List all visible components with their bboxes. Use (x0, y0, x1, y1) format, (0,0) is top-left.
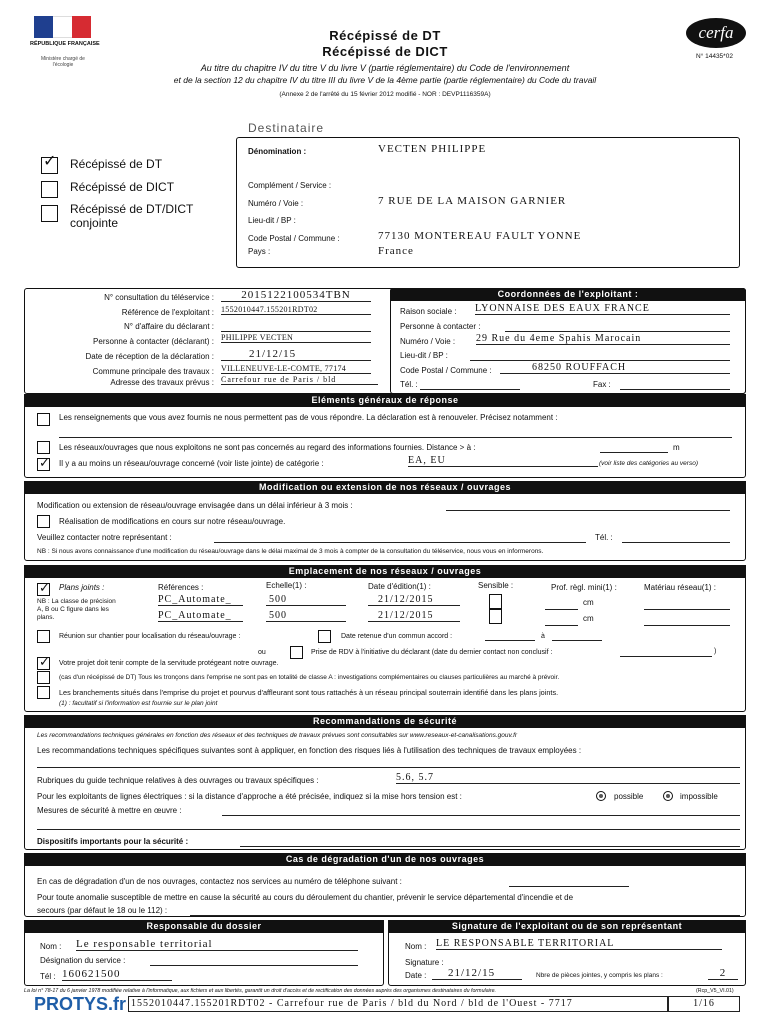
contact-declarant-value[interactable]: PHILIPPE VECTEN (221, 333, 371, 343)
checkbox-recepisse-conjointe[interactable] (41, 205, 58, 222)
checkbox-date-retenue[interactable] (318, 630, 331, 643)
loi-footer: La loi n° 78-17 du 6 janvier 1978 modifiée relative à l'informatique, aux fichiers et aux libertés, garantit un droit d'accès et de rectification des données auprès des organismes destinataires du formulaire. (24, 988, 497, 994)
resp-service-label: Désignation du service : (40, 956, 126, 965)
checkbox-servitude[interactable]: ✓ (39, 654, 50, 669)
servitude-label: Votre projet doit tenir compte de la servitude protégeant notre ouvrage. (59, 660, 279, 667)
dest-voie-label: Numéro / Voie : (248, 199, 304, 208)
page-number: 1/16 (668, 996, 740, 1012)
contact-declarant-label: Personne à contacter (déclarant) : (93, 337, 214, 346)
degradation-title: Cas de dégradation d'un de nos ouvrages (24, 853, 746, 866)
securite-l2-line[interactable] (37, 762, 740, 768)
responsable-title: Responsable du dossier (24, 920, 384, 933)
sig-nom-label: Nom : (405, 942, 427, 951)
affaire-value[interactable] (221, 322, 371, 332)
reunion-label: Réunion sur chantier pour localisation du réseau/ouvrage : (59, 633, 241, 640)
rcp-footer: (Rcp_V5_VI.01) (696, 988, 734, 994)
securite-l1: Les recommandations techniques générales en fonction des réseaux et des techniques de travaux prévues sont consultables sur www.reseaux-et-canalisations.gouv.fr (37, 732, 518, 739)
consultation-no-label: N° consultation du téléservice : (104, 293, 214, 302)
exp-fax-value[interactable] (620, 380, 730, 390)
resp-nom-value[interactable]: Le responsable territorial (76, 938, 358, 951)
plan-date-1[interactable]: 21/12/2015 (368, 594, 460, 606)
sig-nom-value[interactable]: LE RESPONSABLE TERRITORIAL (436, 938, 722, 950)
radio-possible[interactable] (596, 791, 606, 801)
raison-value[interactable]: LYONNAISE DES EAUX FRANCE (475, 303, 730, 315)
checkbox-sensible-1[interactable] (489, 594, 502, 609)
heure-value[interactable] (552, 633, 602, 641)
subtitle-1: Au titre du chapitre IV du titre V du livre V (partie réglementaire) du Code de l'environnement (200, 63, 570, 73)
plan-date-2[interactable]: 21/12/2015 (368, 610, 460, 622)
dest-cp-value[interactable]: 77130 MONTEREAU FAULT YONNE (378, 230, 582, 242)
mesures-value[interactable] (222, 806, 740, 816)
securite-title: Recommandations de sécurité (24, 715, 746, 728)
affaire-label: N° d'affaire du déclarant : (124, 322, 214, 331)
prise-rdv-close: ) (714, 648, 717, 655)
elements-l3: Il y a au moins un réseau/ouvrage concerné (voir liste jointe) de catégorie : (59, 459, 324, 468)
annexe-note: (Annexe 2 de l'arrêté du 15 février 2012 modifié - NOR : DEVP1116359A) (279, 91, 491, 98)
checkbox-renseignements[interactable] (37, 413, 50, 426)
representant-value[interactable] (214, 533, 586, 543)
exploitant-title: Coordonnées de l'exploitant : (390, 288, 746, 301)
refs-header: Références : (158, 583, 204, 592)
plan-echelle-2[interactable]: 500 (266, 610, 346, 622)
checkbox-reunion[interactable] (37, 630, 50, 643)
echelle-header: Echelle(1) : (266, 581, 307, 590)
a-label: à (541, 633, 545, 640)
ministere-label: Ministère chargé de l'écologie (41, 56, 85, 68)
checkbox-concerne[interactable]: ✓ (39, 455, 50, 470)
modification-title: Modification ou extension de nos réseaux / ouvrages (24, 481, 746, 494)
title-dict: Récépissé de DICT (322, 44, 448, 59)
sig-pieces-label: Nbre de pièces jointes, y compris les plans : (536, 972, 663, 979)
modification-tel-value[interactable] (622, 533, 730, 543)
protys-logo (34, 994, 126, 1015)
plans-label: Plans joints : (59, 583, 105, 592)
checkbox-non-concernes[interactable] (37, 441, 50, 454)
mesures-line-2[interactable] (37, 822, 740, 830)
option-dict-label: Récépissé de DICT (70, 180, 175, 194)
complement-label: Complément / Service : (248, 181, 332, 190)
checkbox-sensible-2[interactable] (489, 609, 502, 624)
elements-l1: Les renseignements que vous avez fournis ne nous permettent pas de vous répondre. La déclaration est à renouveler. Précisez notamment : (59, 413, 558, 422)
dispositifs-label: Dispositifs importants pour la sécurité : (37, 837, 189, 846)
radio-impossible[interactable] (663, 791, 673, 801)
impossible-label: impossible (680, 792, 718, 801)
signature-title: Signature de l'exploitant ou de son représentant (388, 920, 746, 933)
title-dt: Récépissé de DT (329, 28, 441, 43)
plan-echelle-1[interactable]: 500 (266, 594, 346, 606)
exp-tel-value[interactable] (420, 380, 520, 390)
modification-l3: Veuillez contacter notre représentant : (37, 533, 172, 542)
elements-l2: Les réseaux/ouvrages que nous exploitons ne sont pas concernés au regard des informations fournies. Distance > à : (59, 443, 476, 452)
mesures-label: Mesures de sécurité à mettre en œuvre : (37, 806, 182, 815)
prof-2[interactable] (545, 620, 578, 626)
option-conjointe-label-2: conjointe (70, 216, 119, 230)
commune-value[interactable]: VILLENEUVE-LE-COMTE, 77174 (221, 364, 371, 374)
distance-unit: m (673, 443, 680, 452)
securite-l2: Les recommandations techniques spécifiques suivantes sont à appliquer, en fonction des risques liés à l'utilisation des techniques de travaux employées : (37, 746, 582, 755)
ref-exploitant-label: Référence de l'exploitant : (121, 308, 214, 317)
exp-voie-label: Numéro / Voie : (400, 337, 456, 346)
denomination-value[interactable]: VECTEN PHILIPPE (378, 143, 487, 155)
degradation-l1: En cas de dégradation d'un de nos ouvrages, contactez nos services au numéro de téléphone suivant : (37, 877, 402, 886)
prof-header: Prof. règl. mini(1) : (551, 583, 617, 592)
date-retenue-value[interactable] (485, 633, 535, 641)
raison-label: Raison sociale : (400, 307, 457, 316)
modification-l1: Modification ou extension de réseau/ouvrage envisagée dans un délai inférieur à 3 mois : (37, 501, 353, 510)
materiau-header: Matériau réseau(1) : (644, 583, 717, 592)
sig-date-value[interactable]: 21/12/15 (432, 967, 522, 980)
categorie-note: (voir liste des catégories au verso) (599, 460, 698, 467)
destinataire-title: Destinataire (248, 121, 325, 135)
materiau-2[interactable] (644, 620, 730, 626)
lignes-label: Pour les exploitants de lignes électriques : si la distance d'approche a été précisée, indiquez si la mise hors tension est : (37, 792, 462, 801)
emplacement-title: Emplacement de nos réseaux / ouvrages (24, 565, 746, 578)
facultatif-note: (1) : facultatif si l'information est fournie sur le plan joint (59, 700, 218, 707)
exp-lieudit-value[interactable] (470, 351, 730, 361)
exp-voie-value[interactable]: 29 Rue du 4eme Spahis Marocain (476, 333, 730, 345)
date-header: Date d'édition(1) : (368, 582, 431, 591)
resp-nom-label: Nom : (40, 942, 62, 951)
modification-tel-label: Tél. : (595, 533, 613, 542)
rubriques-value[interactable]: 5.6, 5.7 (396, 772, 740, 784)
degradation-l2: Pour toute anomalie susceptible de mettre en cause la sécurité au cours du déroulement du chantier, prévenir le service départemental d'incendie et de (37, 893, 574, 902)
subtitle-2: et de la section 12 du chapitre IV du titre III du livre V de la 4ème partie (partie réglementaire) du Code du travail (173, 75, 597, 85)
checkbox-recepisse-dt[interactable]: ✓ (41, 157, 58, 174)
precision-nb: NB : La classe de précision A, B ou C figure dans les plans. (37, 598, 116, 621)
prise-rdv-value[interactable] (620, 649, 712, 657)
ref-line-footer: 1552010447.155201RDT02 - Carrefour rue de Paris / bld du Nord / bld de l'Ouest - 7717 (128, 996, 668, 1012)
resp-tel-value[interactable]: 160621500 (62, 968, 172, 981)
checkbox-realisation[interactable] (37, 515, 50, 528)
modification-nb: NB : Si nous avons connaissance d'une modification du réseau/ouvrage dans le délai maximal de 3 mois à compter de la consultation du téléservice, nous vous en informerons. (37, 548, 544, 555)
prof-1[interactable] (545, 604, 578, 610)
exp-tel-label: Tél. : (400, 380, 418, 389)
dest-voie-value[interactable]: 7 RUE DE LA MAISON GARNIER (378, 195, 567, 207)
degradation-l3: secours (par défaut le 18 ou le 112) : (37, 906, 168, 915)
sig-signature-label: Signature : (405, 958, 444, 967)
consultation-no-value[interactable]: 2015122100534TBN (221, 289, 371, 302)
dest-pays-label: Pays : (248, 247, 271, 256)
possible-label: possible (614, 792, 644, 801)
commune-label: Commune principale des travaux : (92, 367, 214, 376)
prof-unit-2: cm (583, 614, 594, 623)
exp-contact-value[interactable] (505, 322, 730, 332)
denomination-label: Dénomination : (248, 147, 307, 156)
option-dt-label: Récépissé de DT (70, 157, 163, 171)
materiau-1[interactable] (644, 604, 730, 610)
sensible-header: Sensible : (478, 581, 514, 590)
ou-label: ou (258, 649, 266, 656)
categorie-value[interactable]: EA, EU (408, 455, 598, 467)
modification-l2: Réalisation de modifications en cours sur notre réseau/ouvrage. (59, 517, 286, 526)
cerfa-logo: cerfa (686, 18, 746, 48)
cerfa-number: N° 14435*02 (696, 53, 733, 60)
protys-text: PROTYS.fr (34, 994, 127, 1014)
checkbox-recepisse-dict[interactable] (41, 181, 58, 198)
checkbox-cas-dt[interactable] (37, 671, 50, 684)
adresse-value[interactable]: Carrefour rue de Paris / bld (221, 375, 378, 385)
ref-exploitant-value[interactable]: 1552010447.155201RDT02 (221, 305, 371, 315)
adresse-label: Adresse des travaux prévus : (110, 378, 214, 387)
republique-label: RÉPUBLIQUE FRANÇAISE (30, 41, 100, 47)
checkbox-plans-joints[interactable]: ✓ (39, 580, 50, 595)
plan-ref-1[interactable]: PC_Automate_ (158, 594, 243, 606)
dest-pays-value[interactable]: France (378, 245, 414, 257)
dest-cp-label: Code Postal / Commune : (248, 234, 340, 243)
elements-title: Eléments généraux de réponse (24, 394, 746, 407)
date-reception-label: Date de réception de la déclaration : (85, 352, 214, 361)
distance-value[interactable] (600, 443, 668, 453)
exp-cp-value[interactable]: 68250 ROUFFACH (500, 362, 730, 374)
date-retenue-label: Date retenue d'un commun accord : (341, 633, 453, 640)
modification-l1-line[interactable] (446, 501, 730, 511)
branchements-label: Les branchements situés dans l'emprise du projet et pourvus d'affleurant sont tous rattachés à un réseau principal souterrain identifié dans les plans joints. (59, 688, 559, 697)
sig-date-label: Date : (405, 971, 427, 980)
exp-cp-label: Code Postal / Commune : (400, 366, 492, 375)
resp-tel-label: Tél : (40, 972, 56, 981)
cas-dt-label: (cas d'un récépissé de DT) Tous les tronçons dans l'emprise ne sont pas en totalité de classe A : investigations complémentaires ou clauses particulières au marché à prévoir. (59, 674, 560, 681)
exp-fax-label: Fax : (593, 380, 611, 389)
date-reception-value[interactable]: 21/12/15 (221, 348, 371, 361)
plan-ref-2[interactable]: PC_Automate_ (158, 610, 243, 622)
dispositifs-value[interactable] (240, 837, 740, 847)
checkbox-prise-rdv[interactable] (290, 646, 303, 659)
sig-pieces-value[interactable]: 2 (708, 967, 738, 980)
exp-lieudit-label: Lieu-dit / BP : (400, 351, 448, 360)
degradation-tel-value[interactable] (509, 877, 629, 887)
exp-contact-label: Personne à contacter : (400, 322, 481, 331)
prof-unit-1: cm (583, 598, 594, 607)
rubriques-label: Rubriques du guide technique relatives à des ouvrages ou travaux spécifiques : (37, 776, 319, 785)
secours-value[interactable] (190, 906, 740, 916)
resp-service-value[interactable] (150, 956, 358, 966)
elements-l1-line[interactable] (59, 430, 732, 438)
dest-lieudit-label: Lieu-dit / BP : (248, 216, 296, 225)
option-conjointe-label-1: Récépissé de DT/DICT (70, 202, 194, 216)
prise-rdv-label: Prise de RDV à l'initiative du déclarant (date du dernier contact non conclusif : (311, 649, 553, 656)
checkbox-branchements[interactable] (37, 686, 50, 699)
